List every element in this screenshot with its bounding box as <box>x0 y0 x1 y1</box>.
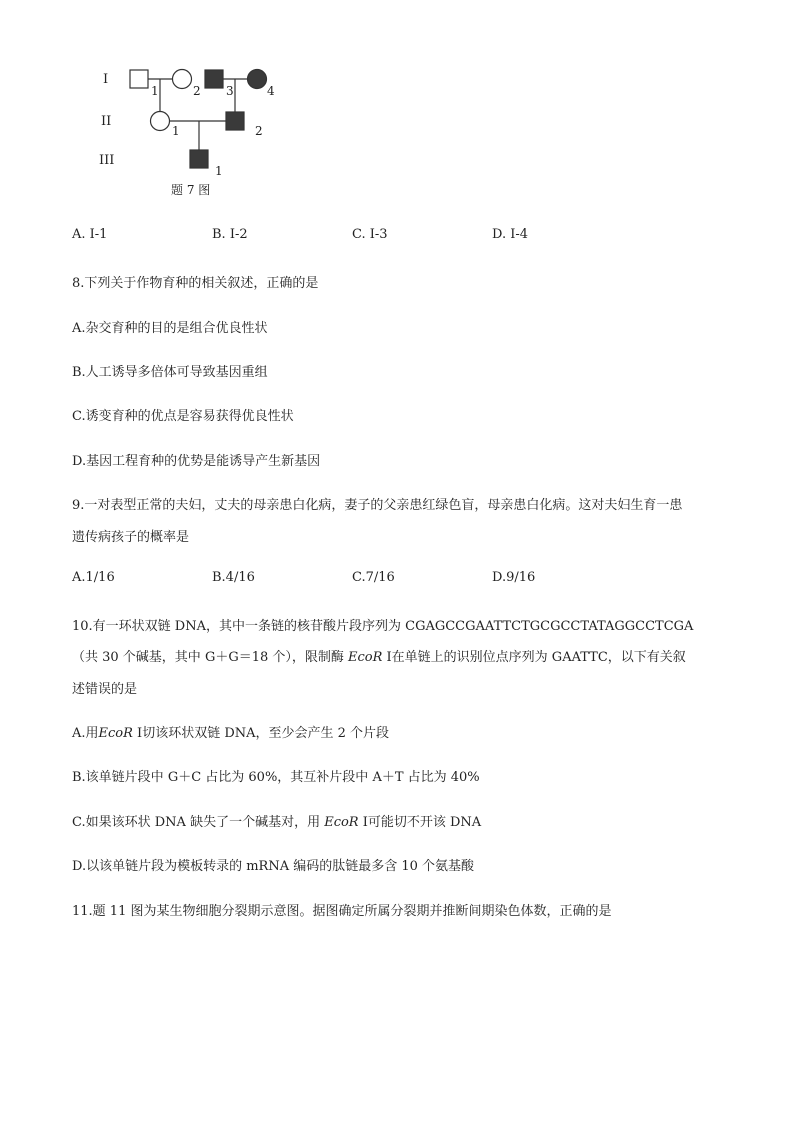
number-I4: 4 <box>267 84 275 98</box>
q10-option-c-prefix: C.如果该环状 DNA 缺失了一个碱基对，用 <box>72 815 325 830</box>
q10-stem-line1: 10.有一环状双链 DNA，其中一条链的核苷酸片段序列为 CGAGCCGAATTCTGCGCCTATAGGCCTCGA <box>72 619 694 634</box>
q8-stem: 8.下列关于作物育种的相关叙述，正确的是 <box>72 276 319 291</box>
q7-option-b: B. Ⅰ-2 <box>212 227 248 242</box>
individual-I1 <box>130 70 148 88</box>
enzyme-name: EcoR <box>348 650 383 665</box>
figure-caption: 题 7 图 <box>171 183 211 197</box>
number-III1: 1 <box>215 164 223 178</box>
q8-option-d: D.基因工程育种的优势是能诱导产生新基因 <box>72 454 321 469</box>
generation-label-II: II <box>101 114 112 129</box>
q8-option-b: B.人工诱导多倍体可导致基因重组 <box>72 365 268 380</box>
q10-option-a <box>72 722 389 741</box>
q10-stem-line2 <box>72 646 686 665</box>
q7-option-a: A. Ⅰ-1 <box>72 227 108 242</box>
q10-stem-line2-b: Ⅰ在单链上的识别位点序列为 GAATTC，以下有关叙 <box>382 650 686 665</box>
q7-option-d: D. Ⅰ-4 <box>492 227 529 242</box>
q9-stem-line1: 9.一对表型正常的夫妇，丈夫的母亲患白化病，妻子的父亲患红绿色盲，母亲患白化病。这对夫妇生育一患 <box>72 498 683 513</box>
q10-stem-line2-a: （共 30 个碱基，其中 G＋G＝18 个），限制酶 <box>72 650 349 665</box>
q10-option-c-rest: Ⅰ可能切不开该 DNA <box>358 815 482 830</box>
individual-II2 <box>226 112 244 130</box>
generation-label-I: I <box>103 72 109 87</box>
q9-option-a: A.1/16 <box>72 570 115 585</box>
q11-stem: 11.题 11 图为某生物细胞分裂期示意图。据图确定所属分裂期并推断间期染色体数，正确的是 <box>72 904 612 919</box>
q9-option-c: C.7/16 <box>352 570 395 585</box>
q10-option-d: D.以该单链片段为模板转录的 mRNA 编码的肽链最多含 10 个氨基酸 <box>72 859 475 874</box>
q9-stem-line2: 遗传病孩子的概率是 <box>72 530 190 545</box>
q10-option-a-rest: Ⅰ切该环状双链 DNA，至少会产生 2 个片段 <box>132 726 390 741</box>
individual-I3 <box>205 70 223 88</box>
q10-option-a-prefix: A.用 <box>72 726 99 741</box>
pedigree-figure <box>95 60 295 200</box>
q10-stem-line3: 述错误的是 <box>72 682 138 697</box>
individual-III1 <box>190 150 208 168</box>
pedigree-chart <box>95 60 295 200</box>
q9-option-b: B.4/16 <box>212 570 255 585</box>
generation-label-III: III <box>99 153 115 168</box>
individual-I4 <box>248 70 267 89</box>
enzyme-name: EcoR <box>324 815 359 830</box>
individual-I2 <box>173 70 192 89</box>
number-II1: 1 <box>172 124 180 138</box>
q8-option-a: A.杂交育种的目的是组合优良性状 <box>72 321 268 336</box>
individual-II1 <box>151 112 170 131</box>
enzyme-name: EcoR <box>98 726 133 741</box>
q10-option-b: B.该单链片段中 G＋C 占比为 60%，其互补片段中 A＋T 占比为 40% <box>72 770 480 785</box>
q8-option-c: C.诱变育种的优点是容易获得优良性状 <box>72 409 294 424</box>
q9-option-d: D.9/16 <box>492 570 536 585</box>
number-I2: 2 <box>193 84 201 98</box>
number-I3: 3 <box>226 84 234 98</box>
number-I1: 1 <box>151 84 159 98</box>
q7-option-c: C. Ⅰ-3 <box>352 227 388 242</box>
q10-option-c <box>72 811 481 830</box>
number-II2: 2 <box>255 124 263 138</box>
